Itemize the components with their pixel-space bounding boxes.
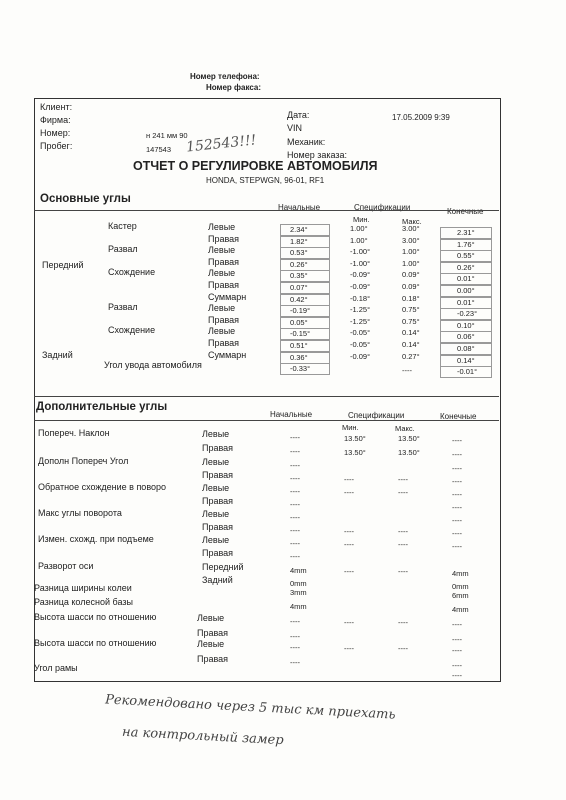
final-cell-box xyxy=(440,331,492,343)
extra-row-side: Правая xyxy=(202,443,234,453)
report-title: ОТЧЕТ О РЕГУЛИРОВКЕ АВТОМОБИЛЯ xyxy=(133,159,378,173)
extra-row-max: ---- xyxy=(398,644,408,653)
extra-row-side: Правая xyxy=(202,496,234,506)
extra-row-side: Левые xyxy=(202,535,230,545)
main-row-initial: 0.05° xyxy=(290,318,308,327)
main-col-min: Мин. xyxy=(353,215,370,224)
extra-row-initial: ---- xyxy=(290,617,300,626)
main-row-min: -1.00° xyxy=(350,247,371,256)
extra-row-max: ---- xyxy=(398,488,408,497)
extra-row-min: ---- xyxy=(344,527,354,536)
main-row-min: -0.18° xyxy=(350,294,371,303)
order-label: Номер заказа: xyxy=(287,150,348,160)
extra-row-final: ---- xyxy=(452,620,462,629)
final-cell-box xyxy=(440,343,492,355)
main-row-min: -0.05° xyxy=(350,340,371,349)
initial-cell-box xyxy=(280,363,330,375)
main-row-final: -0.01° xyxy=(457,367,478,376)
extra-row-final: ---- xyxy=(452,503,462,512)
main-row-max: 0.75° xyxy=(402,317,420,326)
extra-row-final: ---- xyxy=(452,436,462,445)
main-row-side: Суммарн xyxy=(208,350,247,360)
main-row-final: 0.00° xyxy=(457,286,475,295)
main-row-initial: 0.36° xyxy=(290,353,308,362)
main-row-max: 3.00° xyxy=(402,236,420,245)
extra-row-final: ---- xyxy=(452,646,462,655)
extra-row-min: 13.50° xyxy=(344,434,366,443)
extra-row-side: Левые xyxy=(202,509,230,519)
extra-row-final: 0mm xyxy=(452,582,469,591)
main-row-side: Правая xyxy=(208,280,240,290)
final-cell-box xyxy=(440,273,492,285)
extra-row-initial: ---- xyxy=(290,526,300,535)
extra-row-initial: ---- xyxy=(290,513,300,522)
extra-row-max: ---- xyxy=(398,475,408,484)
extra-divider-top xyxy=(34,396,499,397)
final-cell-box xyxy=(440,227,492,239)
mechanic-label: Механик: xyxy=(287,137,326,147)
extra-row-param: Дополн Попереч Угол xyxy=(38,456,129,466)
extra-row-side: Левые xyxy=(197,613,225,623)
main-angles-heading: Основные углы xyxy=(40,193,131,205)
main-row-side: Левые xyxy=(208,222,236,232)
vehicle-info: HONDA, STEPWGN, 96-01, RF1 xyxy=(206,176,325,185)
extra-row-max: ---- xyxy=(398,540,408,549)
initial-cell-box xyxy=(280,328,330,340)
main-row-min: 1.00° xyxy=(350,236,368,245)
main-row-max: 0.75° xyxy=(402,305,420,314)
main-row-final: 0.01° xyxy=(457,298,475,307)
main-row-side: Левые xyxy=(208,268,236,278)
main-row-final: 0.14° xyxy=(457,356,475,365)
extra-row-final: ---- xyxy=(452,490,462,499)
extra-row-min: ---- xyxy=(344,540,354,549)
main-row-param: Кастер xyxy=(108,221,137,231)
main-col-initial: Начальные xyxy=(278,203,321,212)
extra-row-param: Обратное схождение в поворо xyxy=(38,482,167,492)
extra-row-param: Высота шасси по отношению xyxy=(34,612,157,622)
main-row-min: -1.25° xyxy=(350,305,371,314)
extra-row-initial: ---- xyxy=(290,539,300,548)
main-row-side: Правая xyxy=(208,257,240,267)
extra-row-side: Правая xyxy=(197,654,229,664)
main-row-max: 0.09° xyxy=(402,270,420,279)
extra-row-initial: 4mm xyxy=(290,566,307,575)
extra-row-min: ---- xyxy=(344,618,354,627)
extra-row-param: Макс углы поворота xyxy=(38,508,122,518)
group-front: Передний xyxy=(42,260,84,270)
phone-label: Номер телефона: xyxy=(190,72,260,81)
main-row-side: Правая xyxy=(208,338,240,348)
extra-row-side: Правая xyxy=(197,628,229,638)
extra-row-final: ---- xyxy=(452,671,462,680)
main-row-initial: 0.35° xyxy=(290,271,308,280)
extra-row-initial: ---- xyxy=(290,658,300,667)
main-row-side: Левые xyxy=(208,303,236,313)
main-row-initial: 0.51° xyxy=(290,341,308,350)
extra-row-max: ---- xyxy=(398,618,408,627)
extra-row-param: Разница колесной базы xyxy=(34,597,133,607)
extra-row-param: Высота шасси по отношению xyxy=(34,638,157,648)
extra-row-max: ---- xyxy=(398,567,408,576)
extra-row-initial: ---- xyxy=(290,461,300,470)
final-cell-box xyxy=(440,250,492,262)
number-label: Номер: xyxy=(40,128,71,138)
extra-row-side: Правая xyxy=(202,522,234,532)
main-row-min: -0.09° xyxy=(350,352,371,361)
main-row-final: 2.31° xyxy=(457,228,475,237)
extra-row-side: Левые xyxy=(202,457,230,467)
handwritten-note-line2: на контрольный замер xyxy=(121,724,285,749)
main-row-param: Схождение xyxy=(108,325,156,335)
extra-divider xyxy=(34,420,499,421)
extra-row-final: ---- xyxy=(452,450,462,459)
plate-number: н 241 мм 90 xyxy=(146,131,188,140)
final-cell-box xyxy=(440,308,492,320)
extra-row-max: ---- xyxy=(398,527,408,536)
main-row-max: ---- xyxy=(402,366,412,375)
main-row-param: Угол увода автомобиля xyxy=(104,360,202,370)
extra-row-final: 4mm xyxy=(452,569,469,578)
extra-row-final: ---- xyxy=(452,477,462,486)
extra-col-max: Макс. xyxy=(395,424,415,433)
extra-row-side: Передний xyxy=(202,562,244,572)
main-row-min: -1.25° xyxy=(350,317,371,326)
main-row-final: 0.26° xyxy=(457,263,475,272)
main-row-final: 1.76° xyxy=(457,240,475,249)
extra-row-side: Правая xyxy=(202,470,234,480)
extra-row-side: Левые xyxy=(202,429,230,439)
main-row-min: 1.00° xyxy=(350,224,368,233)
extra-row-side: Левые xyxy=(197,639,225,649)
extra-col-spec: Спецификации xyxy=(348,411,405,420)
main-row-initial: 0.53° xyxy=(290,248,308,257)
main-row-initial: -0.33° xyxy=(290,364,311,373)
mileage-value: 147543 xyxy=(146,145,172,154)
extra-row-param: Измен. схожд. при подъеме xyxy=(38,534,154,544)
handwritten-note-line1: Рекомендовано через 5 тыс км приехать xyxy=(104,692,396,723)
main-row-max: 0.14° xyxy=(402,328,420,337)
main-row-side: Левые xyxy=(208,245,236,255)
main-row-initial: 1.82° xyxy=(290,237,308,246)
main-row-initial: -0.15° xyxy=(290,329,311,338)
extra-row-initial: ---- xyxy=(290,500,300,509)
vin-label: VIN xyxy=(287,123,303,133)
main-row-max: 0.18° xyxy=(402,294,420,303)
main-row-side: Правая xyxy=(208,315,240,325)
main-row-max: 0.09° xyxy=(402,282,420,291)
main-row-final: 0.10° xyxy=(457,321,475,330)
main-row-max: 1.00° xyxy=(402,247,420,256)
main-row-max: 0.27° xyxy=(402,352,420,361)
main-row-initial: -0.19° xyxy=(290,306,311,315)
date-label: Дата: xyxy=(287,110,310,120)
main-col-spec: Спецификации xyxy=(354,203,411,212)
main-row-max: 3.00° xyxy=(402,224,420,233)
extra-row-param: Разница ширины колеи xyxy=(34,583,132,593)
final-cell-box xyxy=(440,366,492,378)
main-col-final: Конечные xyxy=(447,207,484,216)
main-row-initial: 0.07° xyxy=(290,283,308,292)
main-row-min: -0.09° xyxy=(350,270,371,279)
extra-row-param: Угол рамы xyxy=(34,663,78,673)
initial-cell-box xyxy=(280,305,330,317)
main-row-final: 0.08° xyxy=(457,344,475,353)
initial-cell-box xyxy=(280,270,330,282)
extra-col-initial: Начальные xyxy=(270,410,313,419)
date-value: 17.05.2009 9:39 xyxy=(392,113,450,122)
group-rear: Задний xyxy=(42,350,73,360)
extra-row-initial: ---- xyxy=(290,643,300,652)
initial-cell-box xyxy=(280,340,330,352)
main-row-side: Левые xyxy=(208,326,236,336)
main-row-min: -0.05° xyxy=(350,328,371,337)
extra-row-side: Правая xyxy=(202,548,234,558)
main-row-max: 1.00° xyxy=(402,259,420,268)
extra-row-final: 6mm xyxy=(452,591,469,600)
extra-row-initial: 3mm xyxy=(290,588,307,597)
extra-row-initial: ---- xyxy=(290,474,300,483)
extra-row-param: Попереч. Наклон xyxy=(38,428,110,438)
main-row-min: -1.00° xyxy=(350,259,371,268)
extra-row-min: 13.50° xyxy=(344,448,366,457)
extra-row-final: ---- xyxy=(452,516,462,525)
main-row-param: Развал xyxy=(108,302,138,312)
extra-row-min: ---- xyxy=(344,644,354,653)
extra-row-side: Задний xyxy=(202,575,233,585)
main-row-min: -0.09° xyxy=(350,282,371,291)
extra-row-min: ---- xyxy=(344,475,354,484)
extra-row-final: ---- xyxy=(452,635,462,644)
firm-label: Фирма: xyxy=(40,115,71,125)
main-row-initial: 0.42° xyxy=(290,295,308,304)
report-frame xyxy=(34,98,501,682)
main-row-final: 0.01° xyxy=(457,274,475,283)
extra-col-min: Мин. xyxy=(342,423,359,432)
extra-row-final: ---- xyxy=(452,529,462,538)
main-row-side: Правая xyxy=(208,234,240,244)
main-col-max: Макс. xyxy=(402,217,422,226)
fax-label: Номер факса: xyxy=(206,83,262,92)
extra-row-param: Разворот оси xyxy=(38,561,94,571)
extra-row-initial: ---- xyxy=(290,487,300,496)
extra-row-initial: ---- xyxy=(290,552,300,561)
extra-angles-heading: Дополнительные углы xyxy=(36,401,168,413)
mileage-handwritten: 152543!!! xyxy=(185,132,257,156)
extra-col-final: Конечные xyxy=(440,412,477,421)
main-row-initial: 2.34° xyxy=(290,225,308,234)
main-row-final: -0.23° xyxy=(457,309,478,318)
extra-row-final: ---- xyxy=(452,542,462,551)
initial-cell-box xyxy=(280,224,330,236)
initial-cell-box xyxy=(280,247,330,259)
extra-row-final: ---- xyxy=(452,464,462,473)
final-cell-box xyxy=(440,285,492,297)
main-divider xyxy=(34,210,499,211)
client-label: Клиент: xyxy=(40,102,73,112)
main-row-param: Схождение xyxy=(108,267,156,277)
main-row-final: 0.55° xyxy=(457,251,475,260)
extra-row-max: 13.50° xyxy=(398,448,420,457)
extra-row-side: Левые xyxy=(202,483,230,493)
extra-row-initial: ---- xyxy=(290,433,300,442)
main-row-initial: 0.26° xyxy=(290,260,308,269)
extra-row-max: 13.50° xyxy=(398,434,420,443)
extra-row-initial: ---- xyxy=(290,632,300,641)
main-row-final: 0.06° xyxy=(457,332,475,341)
extra-row-initial: ---- xyxy=(290,447,300,456)
main-row-max: 0.14° xyxy=(402,340,420,349)
main-row-param: Развал xyxy=(108,244,138,254)
main-row-side: Суммарн xyxy=(208,292,247,302)
extra-row-initial: 4mm xyxy=(290,602,307,611)
initial-cell-box xyxy=(280,282,330,294)
mileage-label: Пробег: xyxy=(40,141,73,151)
extra-row-final: 4mm xyxy=(452,605,469,614)
extra-row-final: ---- xyxy=(452,661,462,670)
extra-row-min: ---- xyxy=(344,567,354,576)
extra-row-initial: 0mm xyxy=(290,579,307,588)
extra-row-min: ---- xyxy=(344,488,354,497)
